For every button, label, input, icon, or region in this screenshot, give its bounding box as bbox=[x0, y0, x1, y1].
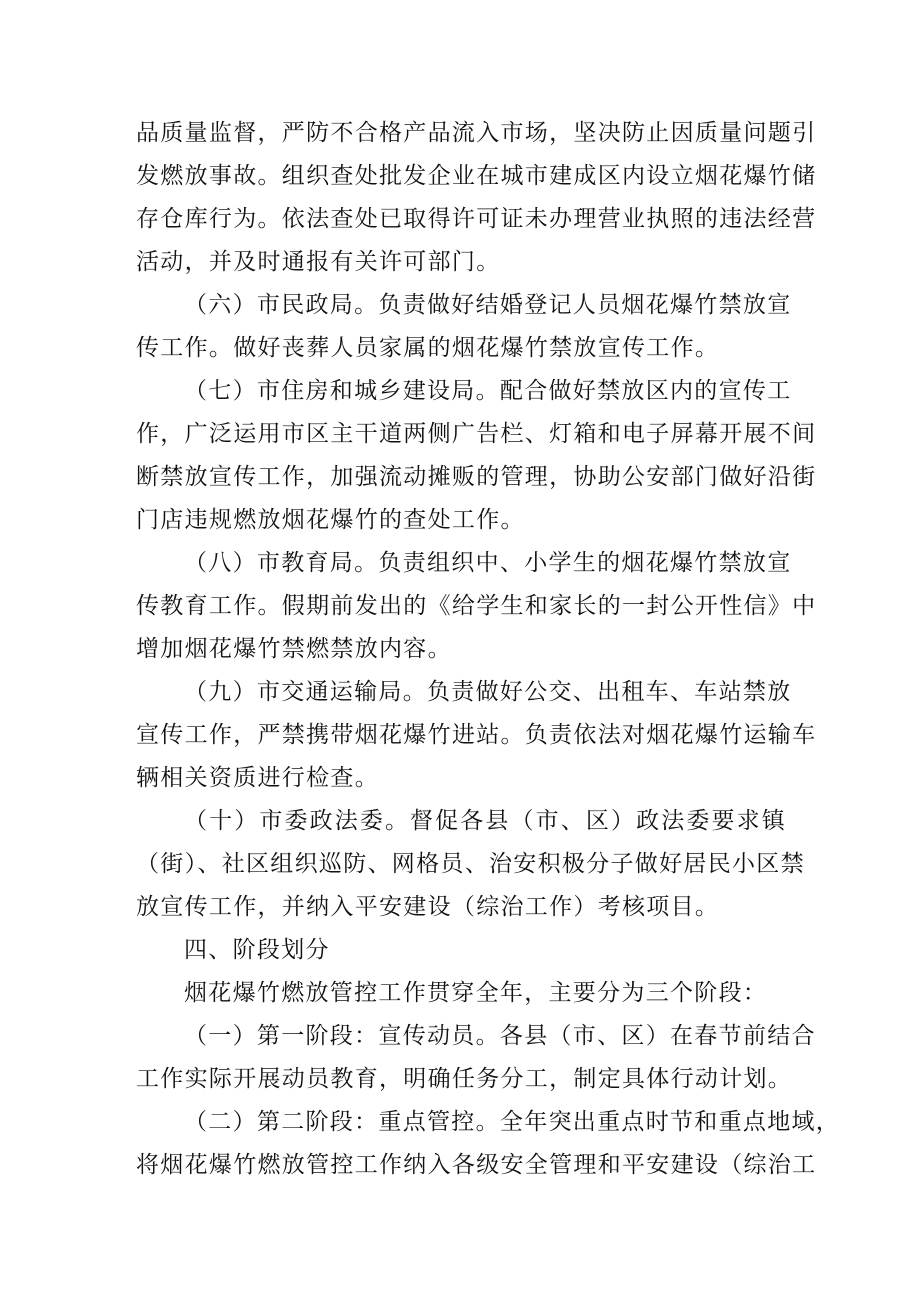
section-heading: 四、阶段划分 bbox=[184, 937, 330, 963]
text-line: （二）第二阶段：重点管控。全年突出重点时节和重点地域， bbox=[184, 1109, 841, 1135]
text-line: 放宣传工作，并纳入平安建设（综治工作）考核项目。 bbox=[136, 894, 720, 920]
text-line: 传教育工作。假期前发出的《给学生和家长的一封公开性信》中 bbox=[136, 593, 817, 619]
text-line: 宣传工作，严禁携带烟花爆竹进站。负责依法对烟花爆竹运输车 bbox=[136, 722, 817, 748]
text-line: 作，广泛运用市区主干道两侧广告栏、灯箱和电子屏幕开展不间 bbox=[136, 421, 817, 447]
text-line: 发燃放事故。组织查处批发企业在城市建成区内设立烟花爆竹储 bbox=[136, 163, 817, 189]
text-line: （八）市教育局。负责组织中、小学生的烟花爆竹禁放宣 bbox=[184, 550, 792, 576]
text-line: （街）、社区组织巡防、网格员、治安积极分子做好居民小区禁 bbox=[136, 851, 805, 877]
text-line: 烟花爆竹燃放管控工作贯穿全年，主要分为三个阶段： bbox=[184, 980, 768, 1006]
text-line: 传工作。做好丧葬人员家属的烟花爆竹禁放宣传工作。 bbox=[136, 335, 720, 361]
text-line: 增加烟花爆竹禁燃禁放内容。 bbox=[136, 636, 452, 662]
text-line: （十）市委政法委。督促各县（市、区）政法委要求镇 bbox=[184, 808, 786, 834]
text-line: 门店违规燃放烟花爆竹的查处工作。 bbox=[136, 507, 525, 533]
text-line: 将烟花爆竹燃放管控工作纳入各级安全管理和平安建设（综治工 bbox=[136, 1152, 817, 1178]
text-line: （九）市交通运输局。负责做好公交、出租车、车站禁放 bbox=[184, 679, 792, 705]
document-page bbox=[136, 112, 841, 1187]
text-line: （六）市民政局。负责做好结婚登记人员烟花爆竹禁放宣 bbox=[184, 292, 792, 318]
text-line: 存仓库行为。依法查处已取得许可证未办理营业执照的违法经营 bbox=[136, 206, 817, 232]
text-line: 断禁放宣传工作，加强流动摊贩的管理，协助公安部门做好沿街 bbox=[136, 464, 817, 490]
text-line: 品质量监督，严防不合格产品流入市场，坚决防止因质量问题引 bbox=[136, 120, 817, 146]
text-line: 工作实际开展动员教育，明确任务分工，制定具体行动计划。 bbox=[136, 1066, 793, 1092]
text-line: 辆相关资质进行检查。 bbox=[136, 765, 379, 791]
text-line: （一）第一阶段：宣传动员。各县（市、区）在春节前结合 bbox=[184, 1023, 816, 1049]
text-line: 活动，并及时通报有关许可部门。 bbox=[136, 249, 501, 275]
text-line: （七）市住房和城乡建设局。配合做好禁放区内的宣传工 bbox=[184, 378, 792, 404]
